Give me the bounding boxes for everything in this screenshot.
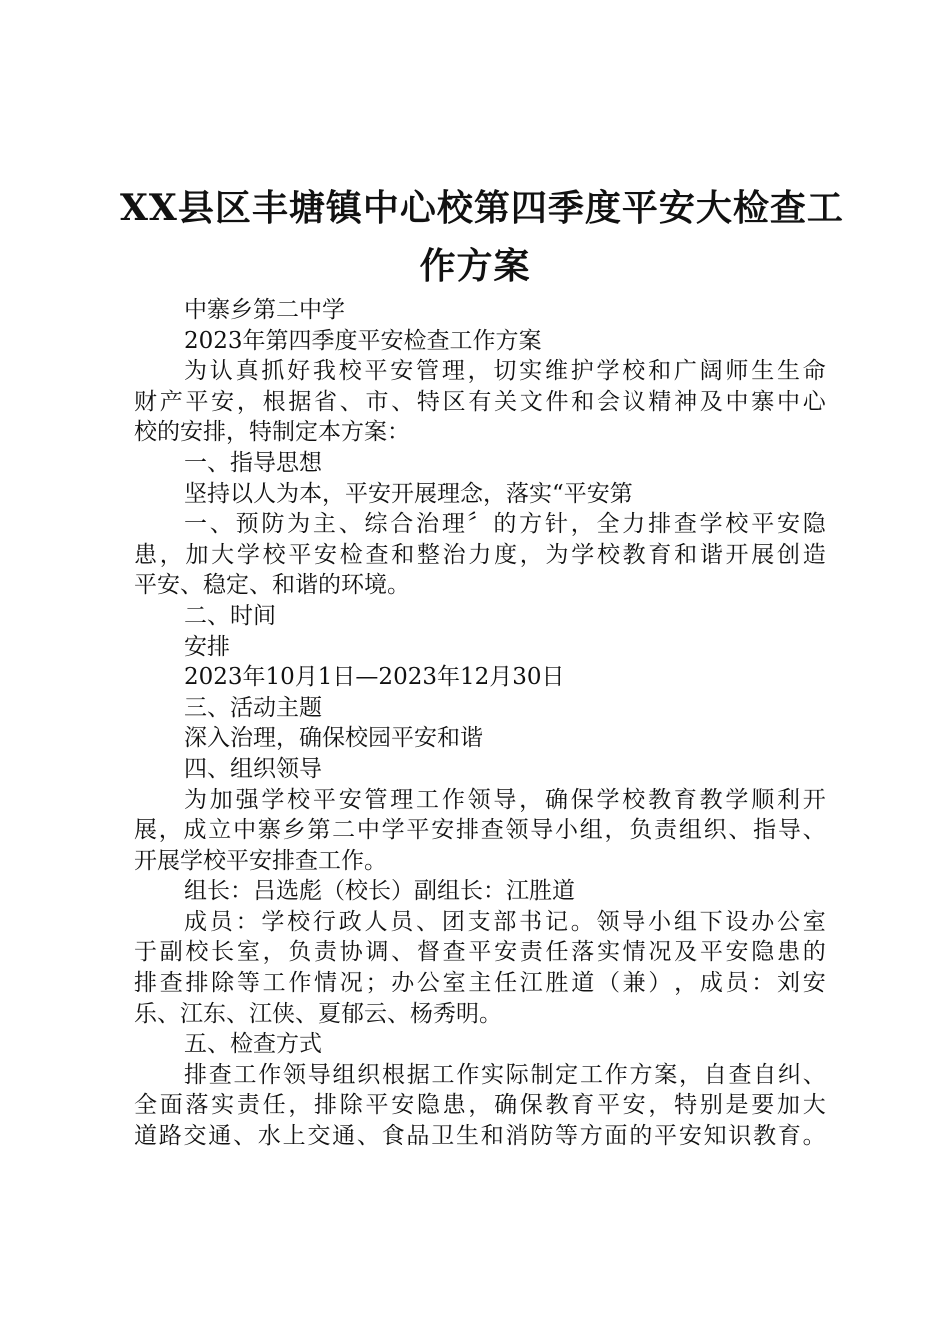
paragraph-line: 乐、江东、江侠、夏郁云、杨秀明。 [134,1000,502,1027]
paragraph-line: 为 加 强 学 校 平 安 管 理 工 作 领 导 ， 确 保 学 校 教 育 教 学 顺 利 开 [184,786,826,813]
paragraph-line: 财 产 平 安 ， 根 据 省 、 市 、 特 区 有 关 文 件 和 会 议 精 神 及 中 寨 中 心 [134,388,826,415]
paragraph-line: 组长：吕选彪（校长）副组长：江胜道 [184,878,575,905]
paragraph-line: 坚持以人为本，平安开展理念，落实“平安第 [184,480,633,507]
plan-subtitle: 2023年第四季度平安检查工作方案 [184,327,542,354]
paragraph-line: 安排 [184,633,230,660]
document-body [134,295,826,1152]
paragraph-line: 患 ， 加 大 学 校 平 安 检 查 和 整 治 力 度 ， 为 学 校 教 育 和 谐 开 展 创 造 [134,541,826,568]
paragraph-line: 为 认 真 抓 好 我 校 平 安 管 理 ， 切 实 维 护 学 校 和 广 阔 师 生 生 命 [184,358,826,385]
paragraph-line: 平安、稳定、和谐的环境。 [134,572,410,599]
paragraph-line: 展 ， 成 立 中 寨 乡 第 二 中 学 平 安 排 查 领 导 小 组 ， 负 责 组 织 、 指 导 、 [134,817,826,844]
section-heading: 三、活动主题 [184,694,322,721]
section-heading: 一、指导思想 [184,449,322,476]
paragraph-line: 成 员 ： 学 校 行 政 人 员 、 团 支 部 书 记 。 领 导 小 组 下 设 办 公 室 [184,908,826,935]
paragraph-line: 一 、 预 防 为 主 、 综 合 治 理 〞 的 方 针 ， 全 力 排 查 学 校 平 安 隐 [184,511,826,538]
paragraph-line: 于 副 校 长 室 ， 负 责 协 调 、 督 查 平 安 责 任 落 实 情 况 及 平 安 隐 患 的 [134,939,826,966]
paragraph-line: 道 路 交 通 、 水 上 交 通 、 食 品 卫 生 和 消 防 等 方 面 的 平 安 知 识 教 育 。 [134,1123,826,1150]
paragraph-line: 排 查 工 作 领 导 组 织 根 据 工 作 实 际 制 定 工 作 方 案 ， 自 查 自 纠 、 [184,1061,826,1088]
document-title-line-2: 作方案 [419,245,531,287]
paragraph-line: 校的安排，特制定本方案： [134,419,410,446]
document-title-line-1: XX县区丰塘镇中心校第四季度平安大检查工 [120,187,844,229]
section-heading: 五、检查方式 [184,1031,322,1058]
paragraph-line: 深入治理，确保校园平安和谐 [184,725,483,752]
school-name: 中寨乡第二中学 [184,297,345,323]
paragraph-line: 排 查 排 除 等 工 作 情 况 ； 办 公 室 主 任 江 胜 道 （ 兼 ） ， 成 员 ： 刘 安 [134,970,826,997]
section-heading: 四、组织领导 [184,755,322,782]
section-heading: 二、时间 [184,602,276,629]
date-range: 2023年10月1日—2023年12月30日 [184,664,565,691]
paragraph-line: 开展学校平安排查工作。 [134,847,387,874]
paragraph-line: 全 面 落 实 责 任 ， 排 除 平 安 隐 患 ， 确 保 教 育 平 安 ， 特 别 是 要 加 大 [134,1092,826,1119]
